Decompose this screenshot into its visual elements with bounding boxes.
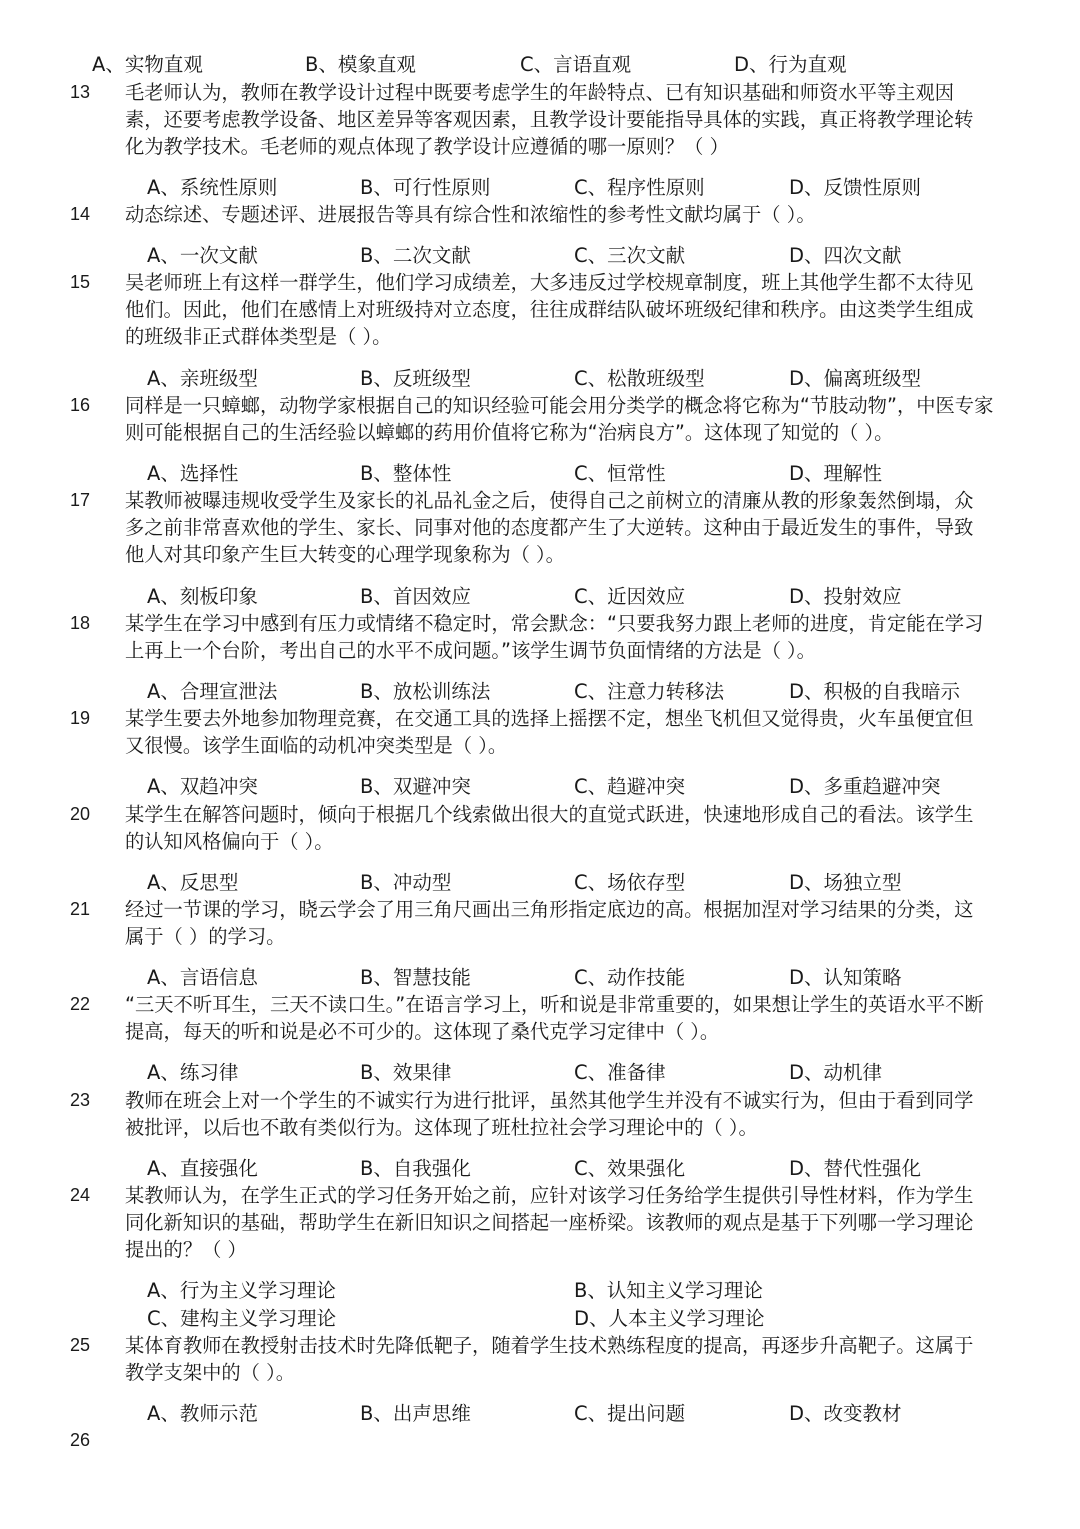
- q17-options: [0, 583, 1080, 610]
- q25-option-b: B、出声思维: [360, 1402, 471, 1425]
- question-number: 21: [70, 899, 91, 919]
- question-number: 19: [70, 708, 91, 728]
- question-stem: [125, 269, 983, 351]
- stem-line: 被批评，以后也不敢有类似行为。这体现了班杜拉社会学习理论中的（ ）。: [125, 1116, 758, 1140]
- q14-options: [0, 242, 1080, 269]
- q22-option-d: D、动机律: [789, 1061, 883, 1084]
- stem-line: 某教师认为，在学生正式的学习任务开始之前，应针对该学习任务给学生提供引导性材料，作为学生: [125, 1184, 974, 1207]
- question-number: 15: [70, 272, 91, 292]
- stem-line: 他们。因此，他们在感情上对班级持对立态度，往往成群结队破坏班级纪律和秩序。由这类学生组成: [125, 298, 974, 322]
- q16-option-b: B、整体性: [360, 462, 452, 485]
- q14-option-a: A、一次文献: [147, 244, 258, 267]
- q14-option-d: D、四次文献: [789, 244, 902, 267]
- q15-option-a: A、亲班级型: [147, 367, 258, 390]
- q18-option-d: D、积极的自我暗示: [789, 680, 961, 703]
- stem-line: 又很慢。该学生面临的动机冲突类型是（ ）。: [125, 734, 508, 758]
- q13-option-a: A、系统性原则: [147, 176, 278, 199]
- q24-option-d: D、人本主义学习理论: [574, 1307, 765, 1330]
- q23-option-a: A、直接强化: [147, 1157, 258, 1180]
- q24-option-c: C、建构主义学习理论: [147, 1307, 337, 1330]
- q15-option-d: D、偏离班级型: [789, 367, 922, 390]
- q20-options: [0, 869, 1080, 896]
- q20-option-b: B、冲动型: [360, 871, 452, 894]
- question-stem: [125, 79, 983, 161]
- stem-line: 某学生要去外地参加物理竞赛，在交通工具的选择上摇摆不定，想坐飞机但又觉得贵，火车虽便宜但: [125, 707, 974, 730]
- stem-line: 多之前非常喜欢他的学生、家长、同事对他的态度都产生了大逆转。这种由于最近发生的事件，导致: [125, 516, 974, 540]
- q12-options: [0, 51, 1080, 78]
- question-number: 16: [70, 395, 91, 415]
- q13-option-d: D、反馈性原则: [789, 176, 922, 199]
- q18-option-c: C、注意力转移法: [574, 680, 725, 703]
- q19-option-b: B、双避冲突: [360, 775, 471, 798]
- q25-option-d: D、改变教材: [789, 1402, 902, 1425]
- q18-option-b: B、放松训练法: [360, 680, 491, 703]
- q12-option-d: D、行为直观: [734, 53, 847, 76]
- stem-line: 动态综述、专题述评、进展报告等具有综合性和浓缩性的参考性文献均属于（ ）。: [125, 203, 816, 226]
- q15-option-c: C、松散班级型: [574, 367, 705, 390]
- stem-line: 经过一节课的学习，晓云学会了用三角尺画出三角形指定底边的高。根据加涅对学习结果的分类，这: [125, 898, 974, 921]
- q18-options: [0, 678, 1080, 705]
- q19-option-c: C、趋避冲突: [574, 775, 686, 798]
- question-stem: [125, 392, 994, 446]
- question-stem: [125, 1332, 983, 1386]
- q15-option-b: B、反班级型: [360, 367, 471, 390]
- question-stem: [125, 201, 983, 228]
- q16-option-a: A、选择性: [147, 462, 239, 485]
- q16-options: [0, 460, 1080, 487]
- question-number: 24: [70, 1185, 91, 1205]
- stem-line: 提高，每天的听和说是必不可少的。这体现了桑代克学习定律中（ ）。: [125, 1020, 720, 1044]
- stem-line: 同样是一只蟑螂，动物学家根据自己的知识经验可能会用分类学的概念将它称为“节肢动物”，中医专家: [125, 394, 994, 417]
- q23-option-c: C、效果强化: [574, 1157, 686, 1180]
- q17-option-d: D、投射效应: [789, 585, 902, 608]
- stem-line: 教师在班会上对一个学生的不诚实行为进行批评，虽然其他学生并没有不诚实行为，但由于看到同学: [125, 1089, 974, 1112]
- stem-line: 的认知风格偏向于（ ）。: [125, 830, 334, 854]
- stem-line: 某学生在解答问题时，倾向于根据几个线索做出很大的直觉式跃进，快速地形成自己的看法。该学生: [125, 803, 974, 826]
- stem-line: 他人对其印象产生巨大转变的心理学现象称为（ ）。: [125, 543, 565, 567]
- q24-options-row-1: [0, 1277, 1080, 1304]
- stem-line: “三天不听耳生，三天不读口生。”在语言学习上，听和说是非常重要的，如果想让学生的英语水平不断: [125, 993, 984, 1016]
- q25-options: [0, 1400, 1080, 1427]
- q21-options: [0, 964, 1080, 991]
- stem-line: 提出的？（ ）: [125, 1238, 247, 1262]
- question-number: 26: [70, 1430, 91, 1450]
- q18-option-a: A、合理宣泄法: [147, 680, 278, 703]
- q13-options: [0, 174, 1080, 201]
- q20-option-c: C、场依存型: [574, 871, 686, 894]
- stem-line: 同化新知识的基础，帮助学生在新旧知识之间搭起一座桥梁。该教师的观点是基于下列哪一学习理论: [125, 1211, 974, 1235]
- q24-option-b: B、认知主义学习理论: [574, 1279, 763, 1302]
- q14-option-c: C、三次文献: [574, 244, 686, 267]
- q12-option-a: A、实物直观: [92, 53, 203, 76]
- q16-option-c: C、恒常性: [574, 462, 666, 485]
- q25-option-a: A、教师示范: [147, 1402, 258, 1425]
- q12-option-c: C、言语直观: [520, 53, 632, 76]
- q24-options-row-2: [0, 1305, 1080, 1332]
- q13-option-c: C、程序性原则: [574, 176, 705, 199]
- q20-option-d: D、场独立型: [789, 871, 902, 894]
- q25-option-c: C、提出问题: [574, 1402, 686, 1425]
- q22-option-b: B、效果律: [360, 1061, 452, 1084]
- question-number: 23: [70, 1090, 91, 1110]
- question-stem: [125, 991, 983, 1045]
- q14-option-b: B、二次文献: [360, 244, 471, 267]
- stem-line: 某体育教师在教授射击技术时先降低靶子，随着学生技术熟练程度的提高，再逐步升高靶子。这属于: [125, 1334, 974, 1357]
- stem-line: 教学支架中的（ ）。: [125, 1361, 296, 1385]
- question-number: 25: [70, 1335, 91, 1355]
- q19-option-a: A、双趋冲突: [147, 775, 258, 798]
- q23-option-d: D、替代性强化: [789, 1157, 922, 1180]
- question-stem: [125, 1087, 983, 1141]
- stem-line: 某学生在学习中感到有压力或情绪不稳定时，常会默念：“只要我努力跟上老师的进度，肯定能在学习: [125, 612, 984, 635]
- question-number: 22: [70, 994, 91, 1014]
- stem-line: 某教师被曝违规收受学生及家长的礼品礼金之后，使得自己之前树立的清廉从教的形象轰然倒塌，众: [125, 489, 974, 512]
- q21-option-b: B、智慧技能: [360, 966, 471, 989]
- q22-option-c: C、准备律: [574, 1061, 666, 1084]
- q19-options: [0, 773, 1080, 800]
- stem-line: 上再上一个台阶，考出自己的水平不成问题。”该学生调节负面情绪的方法是（ ）。: [125, 639, 816, 663]
- q21-option-c: C、动作技能: [574, 966, 686, 989]
- question-number: 14: [70, 204, 91, 224]
- question-stem: [125, 1182, 983, 1264]
- question-stem: [125, 896, 983, 950]
- q16-option-d: D、理解性: [789, 462, 883, 485]
- question-stem: [125, 705, 983, 759]
- q22-option-a: A、练习律: [147, 1061, 239, 1084]
- question-stem: [125, 610, 983, 664]
- stem-line: 吴老师班上有这样一群学生，他们学习成绩差，大多违反过学校规章制度，班上其他学生都不太待见: [125, 271, 974, 294]
- q22-options: [0, 1059, 1080, 1086]
- q21-option-a: A、言语信息: [147, 966, 258, 989]
- stem-line: 则可能根据自己的生活经验以蟑螂的药用价值将它称为“治病良方”。这体现了知觉的（ ）。: [125, 421, 894, 445]
- question-number: 20: [70, 804, 91, 824]
- q20-option-a: A、反思型: [147, 871, 239, 894]
- stem-line: 属于（ ）的学习。: [125, 925, 286, 949]
- stem-line: 化为教学技术。毛老师的观点体现了教学设计应遵循的哪一原则？（ ）: [125, 135, 729, 159]
- stem-line: 素，还要考虑教学设备、地区差异等客观因素，且教学设计要能指导具体的实践，真正将教学理论转: [125, 108, 974, 132]
- q21-option-d: D、认知策略: [789, 966, 902, 989]
- q23-option-b: B、自我强化: [360, 1157, 471, 1180]
- question-stem: [125, 487, 983, 569]
- q23-options: [0, 1155, 1080, 1182]
- q24-option-a: A、行为主义学习理论: [147, 1279, 336, 1302]
- q13-option-b: B、可行性原则: [360, 176, 491, 199]
- stem-line: 的班级非正式群体类型是（ ）。: [125, 325, 392, 349]
- question-number: 17: [70, 490, 91, 510]
- q17-option-b: B、首因效应: [360, 585, 471, 608]
- stem-line: 毛老师认为，教师在教学设计过程中既要考虑学生的年龄特点、已有知识基础和师资水平等主观因: [125, 81, 955, 104]
- q19-option-d: D、多重趋避冲突: [789, 775, 941, 798]
- q15-options: [0, 365, 1080, 392]
- question-number: 13: [70, 82, 91, 102]
- question-stem: [125, 801, 983, 855]
- q12-option-b: B、模象直观: [305, 53, 416, 76]
- question-number: 18: [70, 613, 91, 633]
- q17-option-c: C、近因效应: [574, 585, 686, 608]
- q17-option-a: A、刻板印象: [147, 585, 258, 608]
